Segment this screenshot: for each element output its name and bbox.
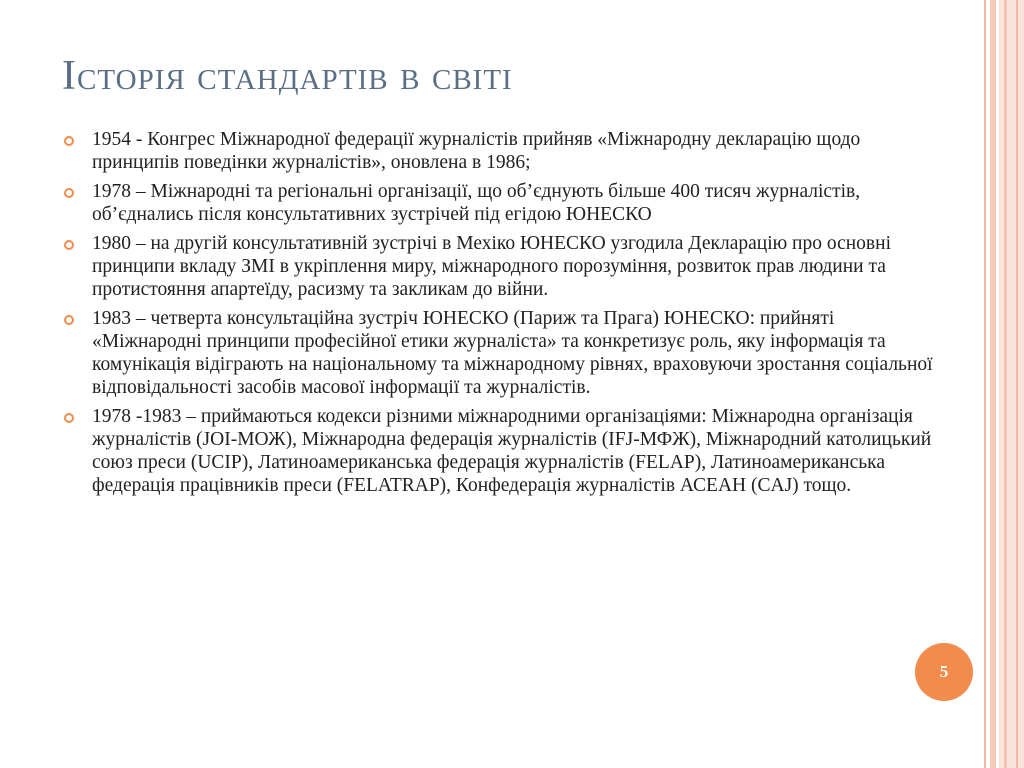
bullet-text: 1983 – четверта консультаційна зустріч ЮНЕСКО (Париж та Прага) ЮНЕСКО: прийняті «Міжнародні принципи професійної етики журналіста» та конкретизує роль, яку інформація та комунікація відіграють на національному та міжнародному рівнях, враховуючи зростання соціальної відповідальності засобів масової інформації та журналістів. [92, 308, 933, 398]
bullet-text: 1980 – на другій консультативній зустрічі в Мехіко ЮНЕСКО узгодила Декларацію про основні принципи вкладу ЗМІ в укріплення миру, міжнародного порозуміння, розвиток прав людини та протистояння апартеїду, расизму та закликам до війни. [92, 233, 891, 300]
bullet-text: 1954 - Конгрес Міжнародної федерації журналістів прийняв «Міжнародну декларацію щодо принципів поведінки журналістів», оновлена в 1986; [92, 129, 861, 173]
decor-stripe [1016, 0, 1018, 768]
bullet-list [62, 128, 942, 503]
decor-stripe [1004, 0, 1007, 768]
bullet-icon [64, 240, 74, 250]
page-number: 5 [939, 662, 949, 681]
decor-stripe [999, 0, 1024, 768]
list-item [62, 405, 942, 497]
list-item [62, 128, 942, 174]
page-number-badge [915, 643, 973, 701]
slide-title: Історія стандартів в світі [62, 53, 513, 99]
bullet-icon [64, 315, 74, 325]
list-item [62, 307, 942, 399]
bullet-icon [64, 136, 74, 146]
bullet-icon [64, 188, 74, 198]
bullet-text: 1978 -1983 – приймаються кодекси різними міжнародними організаціями: Міжнародна організація журналістів (JOI-МОЖ), Міжнародна федерація журналістів (IFJ-МФЖ), Міжнародний католицький союз преси (UCIP), Латиноамериканська федерація журналістів (FELAP), Латиноамериканська федерація працівників преси (FELATRAP), Конфедерація журналістів АСЕАН (CAJ) тощо. [92, 406, 932, 496]
decor-stripe [984, 0, 986, 768]
bullet-icon [64, 413, 74, 423]
bullet-text: 1978 – Міжнародні та регіональні організації, що об’єднують більше 400 тисяч журналістів, об’єднались після консультативних зустрічей під егідою ЮНЕСКО [92, 181, 861, 225]
list-item [62, 180, 942, 226]
decor-stripe [990, 0, 996, 768]
list-item [62, 232, 942, 301]
